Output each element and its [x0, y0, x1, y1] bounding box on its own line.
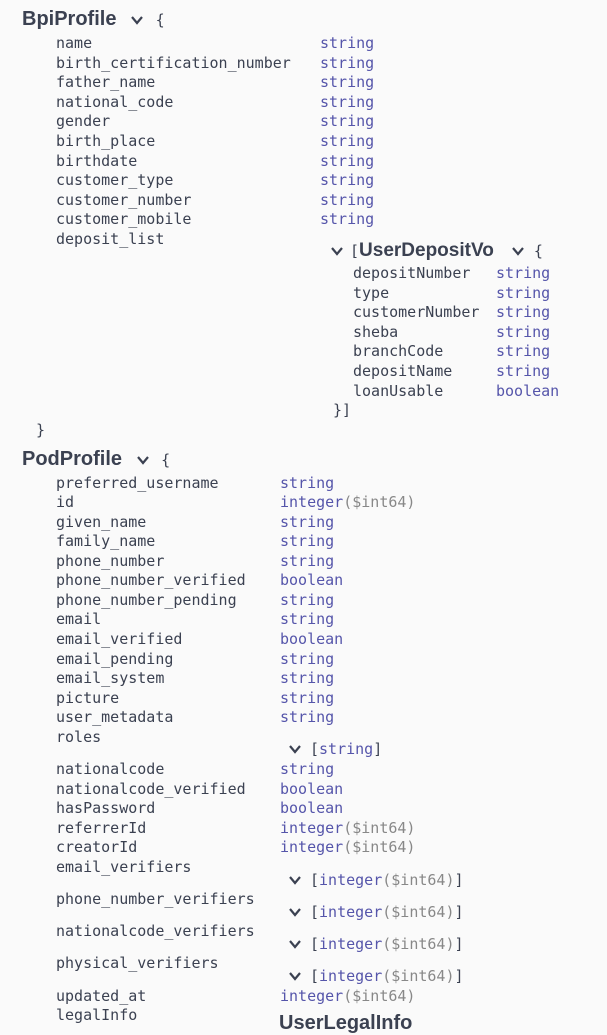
- property-name: family_name: [56, 532, 156, 550]
- chevron-down-icon[interactable]: [288, 873, 302, 887]
- open-bracket: [: [310, 871, 320, 889]
- type-name: string: [280, 689, 335, 707]
- deposit-list-model[interactable]: [330, 240, 543, 262]
- type-name: integer: [280, 819, 344, 837]
- type-name: boolean: [280, 630, 344, 648]
- close-bracket: }]: [333, 401, 352, 419]
- property-name: birthdate: [56, 151, 138, 170]
- property-name: roles: [56, 728, 102, 746]
- property-type: [320, 54, 374, 72]
- type-format: ($int64): [343, 493, 416, 511]
- type-name: string: [320, 53, 375, 72]
- chevron-down-icon[interactable]: [136, 453, 150, 467]
- type-name: string: [320, 73, 375, 92]
- type-name: string: [496, 283, 551, 302]
- property-name: physical_verifiers: [56, 954, 219, 972]
- property-type: [280, 650, 334, 668]
- chevron-down-icon[interactable]: [288, 742, 302, 756]
- close-bracket: ]: [454, 935, 464, 953]
- property-type: [320, 191, 374, 209]
- property-type: [280, 571, 343, 589]
- property-name: customer_number: [56, 190, 192, 209]
- array-item-format: ($int64): [382, 935, 455, 953]
- open-bracket: [: [310, 935, 320, 953]
- property-type: [320, 210, 374, 228]
- property-type: [280, 669, 334, 687]
- bpiprofile-title-text: BpiProfile: [22, 8, 117, 30]
- property-type: [496, 362, 550, 380]
- array-item-type: integer: [319, 935, 383, 953]
- property-type: [496, 342, 550, 360]
- property-type: [496, 382, 559, 400]
- type-name: string: [320, 171, 375, 190]
- property-type: [320, 152, 374, 170]
- type-name: string: [280, 708, 335, 726]
- chevron-down-icon[interactable]: [511, 244, 525, 258]
- type-name: string: [320, 92, 375, 111]
- array-item-type: integer: [319, 871, 383, 889]
- property-name: birth_certification_number: [56, 53, 291, 72]
- type-name: string: [280, 669, 335, 687]
- property-name: email: [56, 610, 102, 628]
- close-bracket: ]: [454, 967, 464, 985]
- property-name: phone_number_verifiers: [56, 890, 255, 908]
- type-name: boolean: [280, 799, 344, 817]
- property-name: picture: [56, 689, 120, 707]
- type-name: string: [320, 151, 375, 170]
- property-type: [280, 630, 343, 648]
- chevron-down-icon[interactable]: [130, 13, 144, 27]
- property-type: [280, 708, 334, 726]
- type-name: string: [280, 552, 335, 570]
- property-name: father_name: [56, 73, 156, 92]
- type-name: string: [280, 760, 335, 778]
- property-type: [280, 591, 334, 609]
- type-name: boolean: [280, 780, 344, 798]
- open-brace: {: [155, 11, 165, 29]
- open-brace: {: [161, 451, 171, 469]
- property-name: id: [56, 493, 75, 511]
- property-name: depositName: [353, 362, 453, 380]
- property-name: loanUsable: [353, 381, 444, 400]
- property-name: legalInfo: [56, 1006, 138, 1024]
- array-item-type: string: [319, 740, 374, 758]
- type-name: string: [280, 591, 335, 609]
- type-name: integer: [280, 493, 344, 511]
- type-name: string: [280, 532, 335, 550]
- property-name: user_metadata: [56, 708, 174, 726]
- chevron-down-icon[interactable]: [288, 969, 302, 983]
- property-type: [280, 780, 343, 798]
- property-name: nationalcode: [56, 760, 165, 778]
- type-name: string: [280, 513, 335, 531]
- chevron-down-icon[interactable]: [288, 905, 302, 919]
- property-type: [496, 303, 550, 321]
- type-format: ($int64): [343, 987, 416, 1005]
- close-bracket: ]: [454, 903, 464, 921]
- property-name: email_system: [56, 669, 165, 687]
- property-name: depositNumber: [353, 264, 471, 282]
- property-name: nationalcode_verifiers: [56, 922, 255, 940]
- array-item-type: integer: [319, 967, 383, 985]
- type-format: ($int64): [343, 838, 416, 856]
- array-item-type: integer: [319, 903, 383, 921]
- model-title-bpiprofile[interactable]: [22, 8, 165, 31]
- property-type: [280, 610, 334, 628]
- property-type: [280, 819, 415, 837]
- type-name: string: [496, 342, 551, 361]
- property-type: [320, 132, 374, 150]
- property-name: given_name: [56, 513, 147, 531]
- property-type: [280, 689, 334, 707]
- type-name: string: [320, 112, 375, 131]
- property-name: nationalcode_verified: [56, 780, 246, 798]
- roles-array[interactable]: [288, 740, 382, 758]
- type-name: string: [496, 264, 551, 282]
- property-name: customerNumber: [353, 303, 480, 322]
- type-name: boolean: [496, 381, 560, 400]
- property-name: referrerId: [56, 819, 147, 837]
- close-bracket: ]: [454, 871, 464, 889]
- property-name: email_verifiers: [56, 858, 192, 876]
- property-type: [280, 552, 334, 570]
- type-name: integer: [280, 838, 344, 856]
- property-type: [280, 532, 334, 550]
- property-name: hasPassword: [56, 799, 156, 817]
- property-type: [320, 171, 374, 189]
- type-name: string: [320, 190, 375, 209]
- type-name: string: [496, 303, 551, 322]
- chevron-down-icon[interactable]: [288, 937, 302, 951]
- property-type: [280, 493, 415, 511]
- property-name: gender: [56, 112, 111, 131]
- property-type: [280, 513, 334, 531]
- type-name: string: [320, 132, 375, 150]
- physical-verifiers-array[interactable]: [288, 967, 464, 985]
- property-name: updated_at: [56, 987, 147, 1005]
- close-brace: }: [36, 421, 46, 439]
- model-title-podprofile[interactable]: [22, 448, 170, 471]
- type-name: string: [496, 362, 551, 380]
- property-type: [496, 323, 550, 341]
- property-type: [496, 264, 550, 282]
- property-type: [280, 838, 415, 856]
- property-name: phone_number: [56, 552, 165, 570]
- property-name: branchCode: [353, 342, 444, 361]
- property-type: [280, 474, 334, 492]
- property-name: phone_number_verified: [56, 571, 246, 589]
- open-bracket: [: [350, 242, 360, 260]
- array-item-format: ($int64): [382, 903, 455, 921]
- podprofile-title-text: PodProfile: [22, 448, 123, 470]
- property-name: customer_mobile: [56, 210, 192, 229]
- property-name: phone_number_pending: [56, 591, 237, 609]
- property-name: sheba: [353, 322, 399, 341]
- property-type: [280, 799, 343, 817]
- userlegalinfo-title[interactable]: UserLegalInfo: [279, 1012, 413, 1034]
- phone-number-verifiers-array[interactable]: [288, 903, 464, 921]
- property-name: birth_place: [56, 132, 156, 150]
- type-name: string: [280, 650, 335, 668]
- chevron-down-icon[interactable]: [330, 244, 344, 258]
- property-name: email_pending: [56, 650, 174, 668]
- array-item-format: ($int64): [382, 967, 455, 985]
- property-name: customer_type: [56, 171, 174, 190]
- property-name: type: [353, 283, 390, 302]
- property-type: [280, 760, 334, 778]
- nationalcode-verifiers-array[interactable]: [288, 935, 464, 953]
- property-name: name: [56, 34, 93, 52]
- type-name: integer: [280, 987, 344, 1005]
- type-name: boolean: [280, 571, 344, 589]
- property-type: [280, 987, 415, 1005]
- open-bracket: [: [310, 967, 320, 985]
- property-type: [320, 73, 374, 91]
- userdepositvo-title: UserDepositVo: [359, 240, 494, 261]
- type-name: string: [280, 610, 335, 628]
- property-type: [320, 34, 374, 52]
- type-name: string: [280, 474, 335, 492]
- property-name: creatorId: [56, 838, 138, 856]
- property-name: preferred_username: [56, 474, 219, 492]
- email-verifiers-array[interactable]: [288, 871, 464, 889]
- array-item-format: ($int64): [382, 871, 455, 889]
- open-bracket: [: [310, 740, 320, 758]
- property-type: [496, 284, 550, 302]
- type-format: ($int64): [343, 819, 416, 837]
- type-name: string: [320, 210, 375, 229]
- property-type: [320, 112, 374, 130]
- property-name: national_code: [56, 92, 174, 111]
- property-name: deposit_list: [56, 230, 165, 248]
- open-brace: {: [533, 242, 543, 260]
- type-name: string: [320, 34, 375, 52]
- open-bracket: [: [310, 903, 320, 921]
- close-bracket: ]: [373, 740, 383, 758]
- type-name: string: [496, 322, 551, 341]
- property-type: [320, 93, 374, 111]
- property-name: email_verified: [56, 630, 183, 648]
